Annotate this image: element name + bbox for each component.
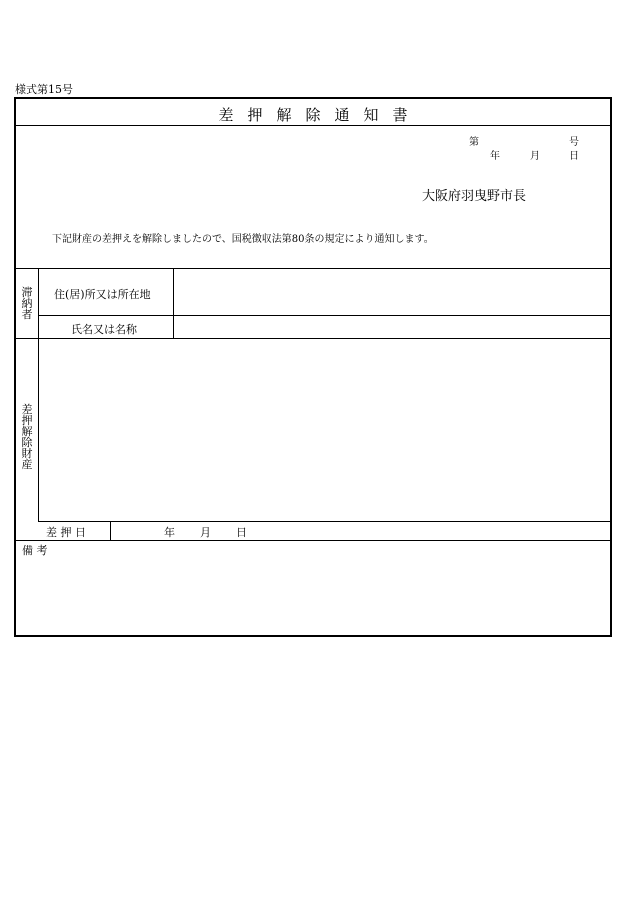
seizure-date-label: 差 押 日 [46,526,86,539]
notice-text: 下記財産の差押えを解除しましたので、国税徴収法第80条の規定により通知します。 [52,234,434,245]
delinquent-section-label: 滞納者 [21,286,33,321]
seizure-year-label: 年 [164,526,175,539]
page-title: 差押解除通知書 [218,106,422,124]
doc-number-suffix: 号 [569,137,579,148]
date-day-label: 日 [569,151,579,162]
date-month-label: 月 [530,151,540,162]
delinquent-value-divider [173,268,174,338]
address-row-bottom-line [38,315,610,316]
address-label: 住(居)所又は所在地 [54,288,151,301]
seizure-date-top-line [38,521,610,522]
form-number: 様式第15号 [15,83,73,96]
seizure-month-label: 月 [200,526,211,539]
date-year-label: 年 [490,151,500,162]
delinquent-top-line [16,268,610,269]
notice-form [14,97,612,637]
section-label-divider [38,268,39,521]
doc-number-prefix: 第 [469,137,479,148]
title-divider [16,125,610,126]
remarks-top-line [16,540,610,541]
property-top-line [16,338,610,339]
issuer-name: 大阪府羽曳野市長 [422,189,527,204]
remarks-label: 備 考 [22,544,48,557]
name-label: 氏名又は名称 [71,323,137,336]
property-section-label: 差押解除財産 [21,403,33,471]
seizure-day-label: 日 [236,526,247,539]
seizure-date-divider [110,521,111,540]
